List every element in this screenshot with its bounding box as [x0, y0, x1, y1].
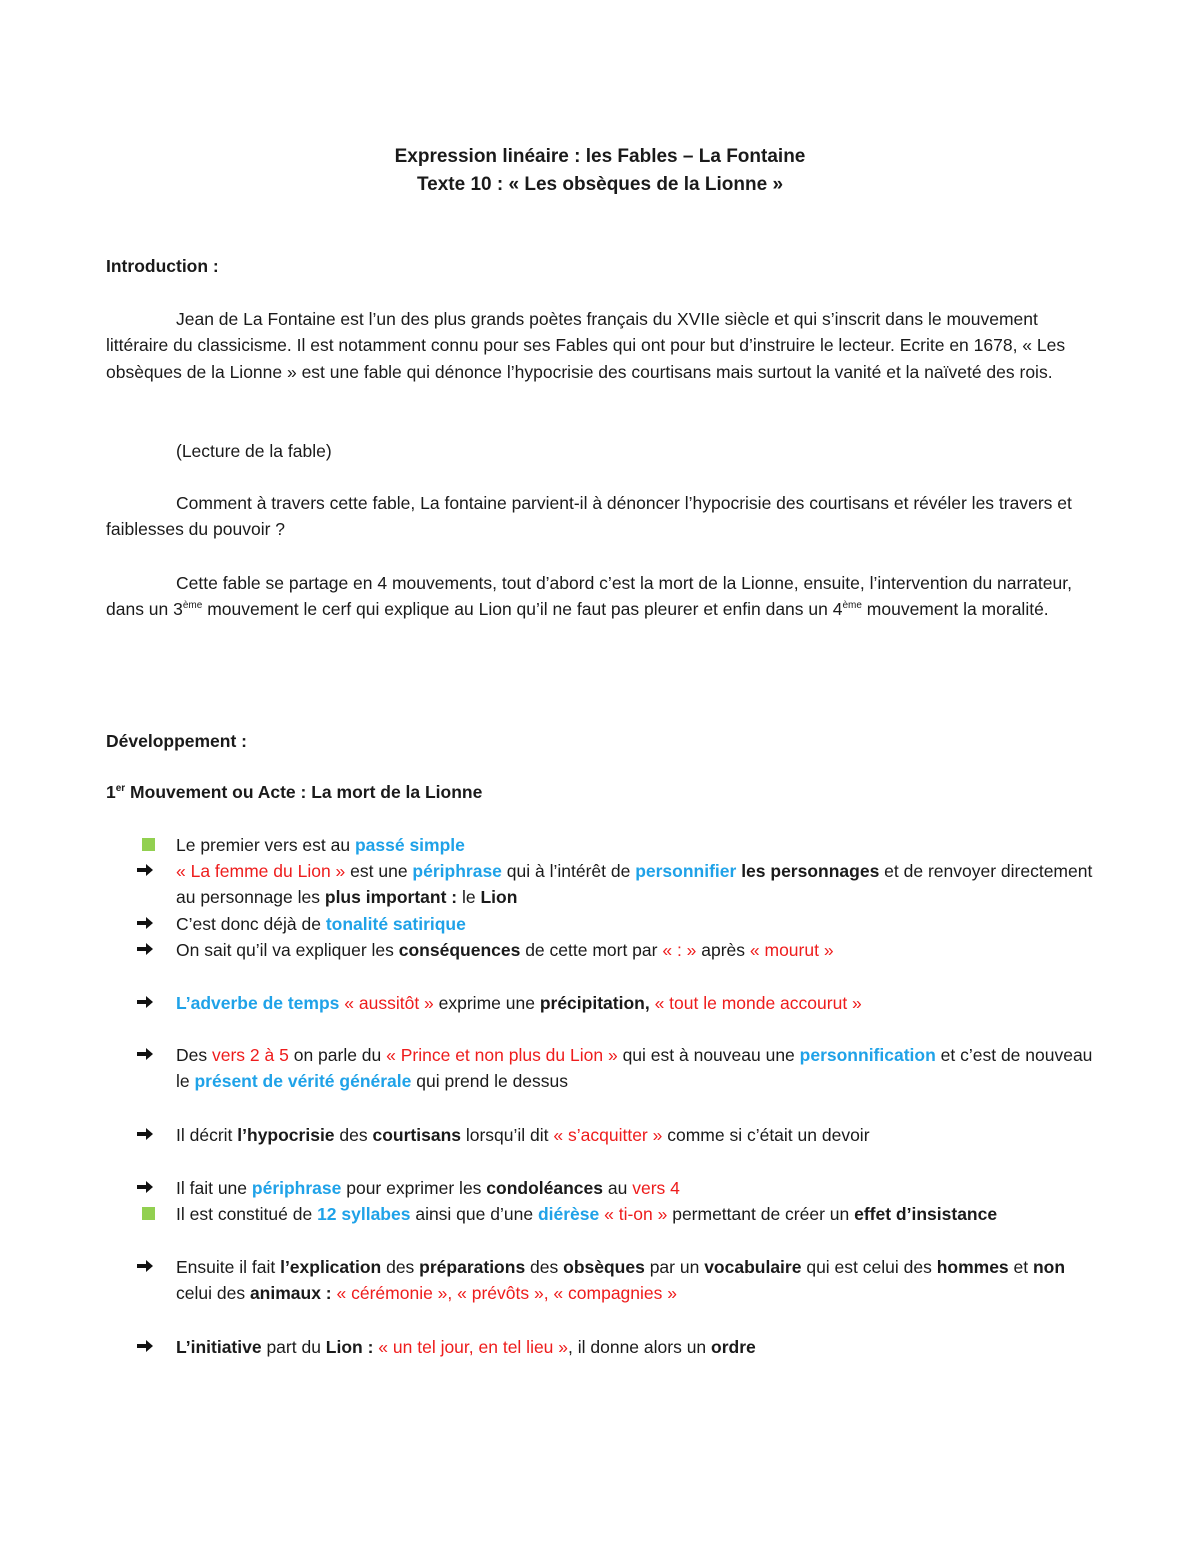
highlight-bold: ordre — [711, 1337, 756, 1357]
green-square-bullet-icon — [142, 1207, 155, 1220]
text-run: C’est donc déjà de — [176, 914, 326, 934]
highlight-blue: périphrase — [251, 1178, 342, 1198]
arrow-right-icon — [136, 914, 154, 932]
text-run: des — [334, 1125, 373, 1145]
text-run: qui est celui des — [801, 1257, 937, 1277]
highlight-blue: diérèse — [537, 1204, 600, 1224]
intro-paragraph-4-text-a: Cette fable se partage en 4 mouvements, tout d’abord c’est la mort de la Lionne, ensuite, l’intervention du narrateur, dans un 3 — [106, 573, 1072, 620]
highlight-red: « : » — [662, 940, 697, 960]
text-run: qui à l’intérêt de — [501, 861, 636, 881]
text-run: part du — [261, 1337, 326, 1357]
highlight-red: « un tel jour, en tel lieu » — [378, 1337, 569, 1357]
highlight-blue: personnification — [799, 1045, 936, 1065]
text-run: Il est constitué de — [176, 1204, 318, 1224]
highlight-bold: effet d’insistance — [854, 1204, 998, 1224]
highlight-red: « La femme du Lion » — [176, 861, 346, 881]
highlight-bold: conséquences — [398, 940, 521, 960]
introduction-heading: Introduction : — [106, 256, 219, 276]
highlight-bold: vocabulaire — [704, 1257, 802, 1277]
arrow-right-icon — [136, 1125, 154, 1143]
highlight-red: vers 4 — [632, 1178, 680, 1198]
highlight-blue: personnifier — [635, 861, 737, 881]
intro-paragraph-3 — [106, 490, 1096, 543]
text-run: de cette mort par — [520, 940, 663, 960]
text-run: pour exprimer les — [341, 1178, 487, 1198]
bullet-text — [176, 858, 1101, 911]
highlight-red: « mourut » — [749, 940, 834, 960]
arrow-right-icon — [136, 993, 154, 1011]
text-run: et c’est de nouveau le — [176, 1045, 1093, 1092]
arrow-right-icon — [136, 1337, 154, 1355]
bullet-text — [176, 1334, 1101, 1360]
text-run: et — [1008, 1257, 1033, 1277]
highlight-red: « s’acquitter » — [553, 1125, 663, 1145]
document-title: Expression linéaire : les Fables – La Fontaine — [394, 146, 806, 167]
highlight-bold: condoléances — [486, 1178, 604, 1198]
text-run: ainsi que d’une — [410, 1204, 538, 1224]
text-run: Des — [176, 1045, 212, 1065]
highlight-blue: tonalité satirique — [325, 914, 466, 934]
text-run: lorsqu’il dit — [461, 1125, 554, 1145]
title-block — [0, 143, 1200, 199]
highlight-blue: 12 syllabes — [317, 1204, 411, 1224]
intro-paragraph-4-text-c: mouvement la moralité. — [861, 599, 1049, 620]
highlight-bold: non — [1032, 1257, 1066, 1277]
highlight-red: « tout le monde accourut » — [654, 993, 862, 1013]
arrow-right-icon — [136, 1178, 154, 1196]
highlight-bold: l’hypocrisie — [237, 1125, 335, 1145]
highlight-bold: obsèques — [563, 1257, 645, 1277]
movement-1-heading — [106, 782, 482, 803]
bullet-text — [176, 990, 1101, 1016]
highlight-red: vers 2 à 5 — [211, 1045, 289, 1065]
highlight-red: « aussitôt » — [344, 993, 434, 1013]
text-run: et de renvoyer directement au personnage les — [176, 861, 1093, 908]
highlight-bold: L’initiative — [176, 1337, 262, 1357]
ordinal-superscript: ème — [842, 600, 862, 612]
highlight-bold: préparations — [419, 1257, 526, 1277]
text-run: au — [603, 1178, 633, 1198]
intro-paragraph-1 — [106, 306, 1096, 385]
development-heading: Développement : — [106, 731, 247, 751]
highlight-bold: animaux : — [249, 1283, 332, 1304]
green-square-bullet-icon — [142, 838, 155, 851]
movement-number: 1 — [106, 782, 116, 802]
intro-paragraph-2 — [106, 438, 1096, 464]
intro-paragraph-1-text: Jean de La Fontaine est l’un des plus grands poètes français du XVIIe siècle et qui s’inscrit dans le mouvement littéraire du classicisme. Il est notamment connu pour ses Fables qui ont pour but d’instruire le lecteur. Ecrite en 1678, « Les obsèques de la Lionne » est une fable qui dénonce l’hypocrisie des courtisans mais surtout la vanité et la naïveté des rois. — [106, 309, 1066, 382]
arrow-right-icon — [136, 1045, 154, 1063]
intro-paragraph-4-text-b: mouvement le cerf qui explique au Lion qu’il ne faut pas pleurer et enfin dans un 4 — [202, 599, 843, 620]
text-run: qui prend le dessus — [411, 1071, 569, 1092]
text-run: qui est à nouveau une — [617, 1045, 800, 1065]
highlight-bold: Lion — [480, 887, 518, 908]
text-run: Il décrit — [176, 1125, 238, 1145]
text-run: après — [696, 940, 750, 960]
bullet-text — [176, 1254, 1101, 1307]
bullet-text — [176, 832, 1101, 858]
text-run: celui des — [176, 1283, 250, 1304]
highlight-bold: l’explication — [280, 1257, 382, 1277]
bullet-text — [176, 1042, 1101, 1095]
movement-title: Mouvement ou Acte : La mort de la Lionne — [125, 782, 483, 802]
bullet-text — [176, 911, 1101, 937]
text-run: est une — [345, 861, 413, 881]
highlight-bold: les personnages — [736, 861, 880, 881]
highlight-bold: courtisans — [372, 1125, 461, 1145]
document-subtitle: Texte 10 : « Les obsèques de la Lionne » — [416, 174, 784, 195]
text-run: on parle du — [288, 1045, 387, 1065]
intro-paragraph-2-text: (Lecture de la fable) — [176, 441, 332, 461]
text-run: , il donne alors un — [568, 1337, 712, 1357]
highlight-bold: Lion : — [325, 1337, 374, 1357]
bullet-text — [176, 1201, 1101, 1227]
text-run: le — [457, 887, 481, 908]
bullet-text — [176, 937, 1101, 963]
highlight-blue: passé simple — [354, 835, 465, 855]
text-run: permettant de créer un — [667, 1204, 855, 1224]
ordinal-superscript: er — [115, 783, 126, 795]
text-run: comme si c’était un devoir — [662, 1125, 870, 1145]
arrow-right-icon — [136, 1257, 154, 1275]
text-run: des — [525, 1257, 564, 1277]
text-run: exprime une — [433, 993, 540, 1013]
text-run: Le premier vers est au — [176, 835, 355, 855]
text-run: On sait qu’il va expliquer les — [176, 940, 399, 960]
highlight-red: « cérémonie », « prévôts », « compagnies » — [336, 1283, 677, 1304]
intro-paragraph-4 — [106, 570, 1096, 623]
highlight-bold: hommes — [936, 1257, 1009, 1277]
bullet-text — [176, 1122, 1101, 1148]
highlight-blue: L’adverbe de temps — [176, 993, 340, 1013]
highlight-blue: présent de vérité générale — [194, 1071, 412, 1092]
highlight-blue: périphrase — [412, 861, 502, 881]
arrow-right-icon — [136, 861, 154, 879]
highlight-bold: précipitation, — [539, 993, 650, 1013]
arrow-right-icon — [136, 940, 154, 958]
text-run: Ensuite il fait — [176, 1257, 281, 1277]
intro-paragraph-3-text: Comment à travers cette fable, La fontaine parvient-il à dénoncer l’hypocrisie des courtisans et révéler les travers et faiblesses du pouvoir ? — [106, 493, 1072, 540]
ordinal-superscript: ème — [182, 600, 203, 612]
bullet-text — [176, 1175, 1101, 1201]
text-run: par un — [644, 1257, 705, 1277]
highlight-red: « Prince et non plus du Lion » — [386, 1045, 618, 1065]
highlight-red: « ti-on » — [604, 1204, 668, 1224]
text-run: des — [381, 1257, 420, 1277]
text-run: Il fait une — [176, 1178, 252, 1198]
highlight-bold: plus important : — [324, 887, 458, 908]
